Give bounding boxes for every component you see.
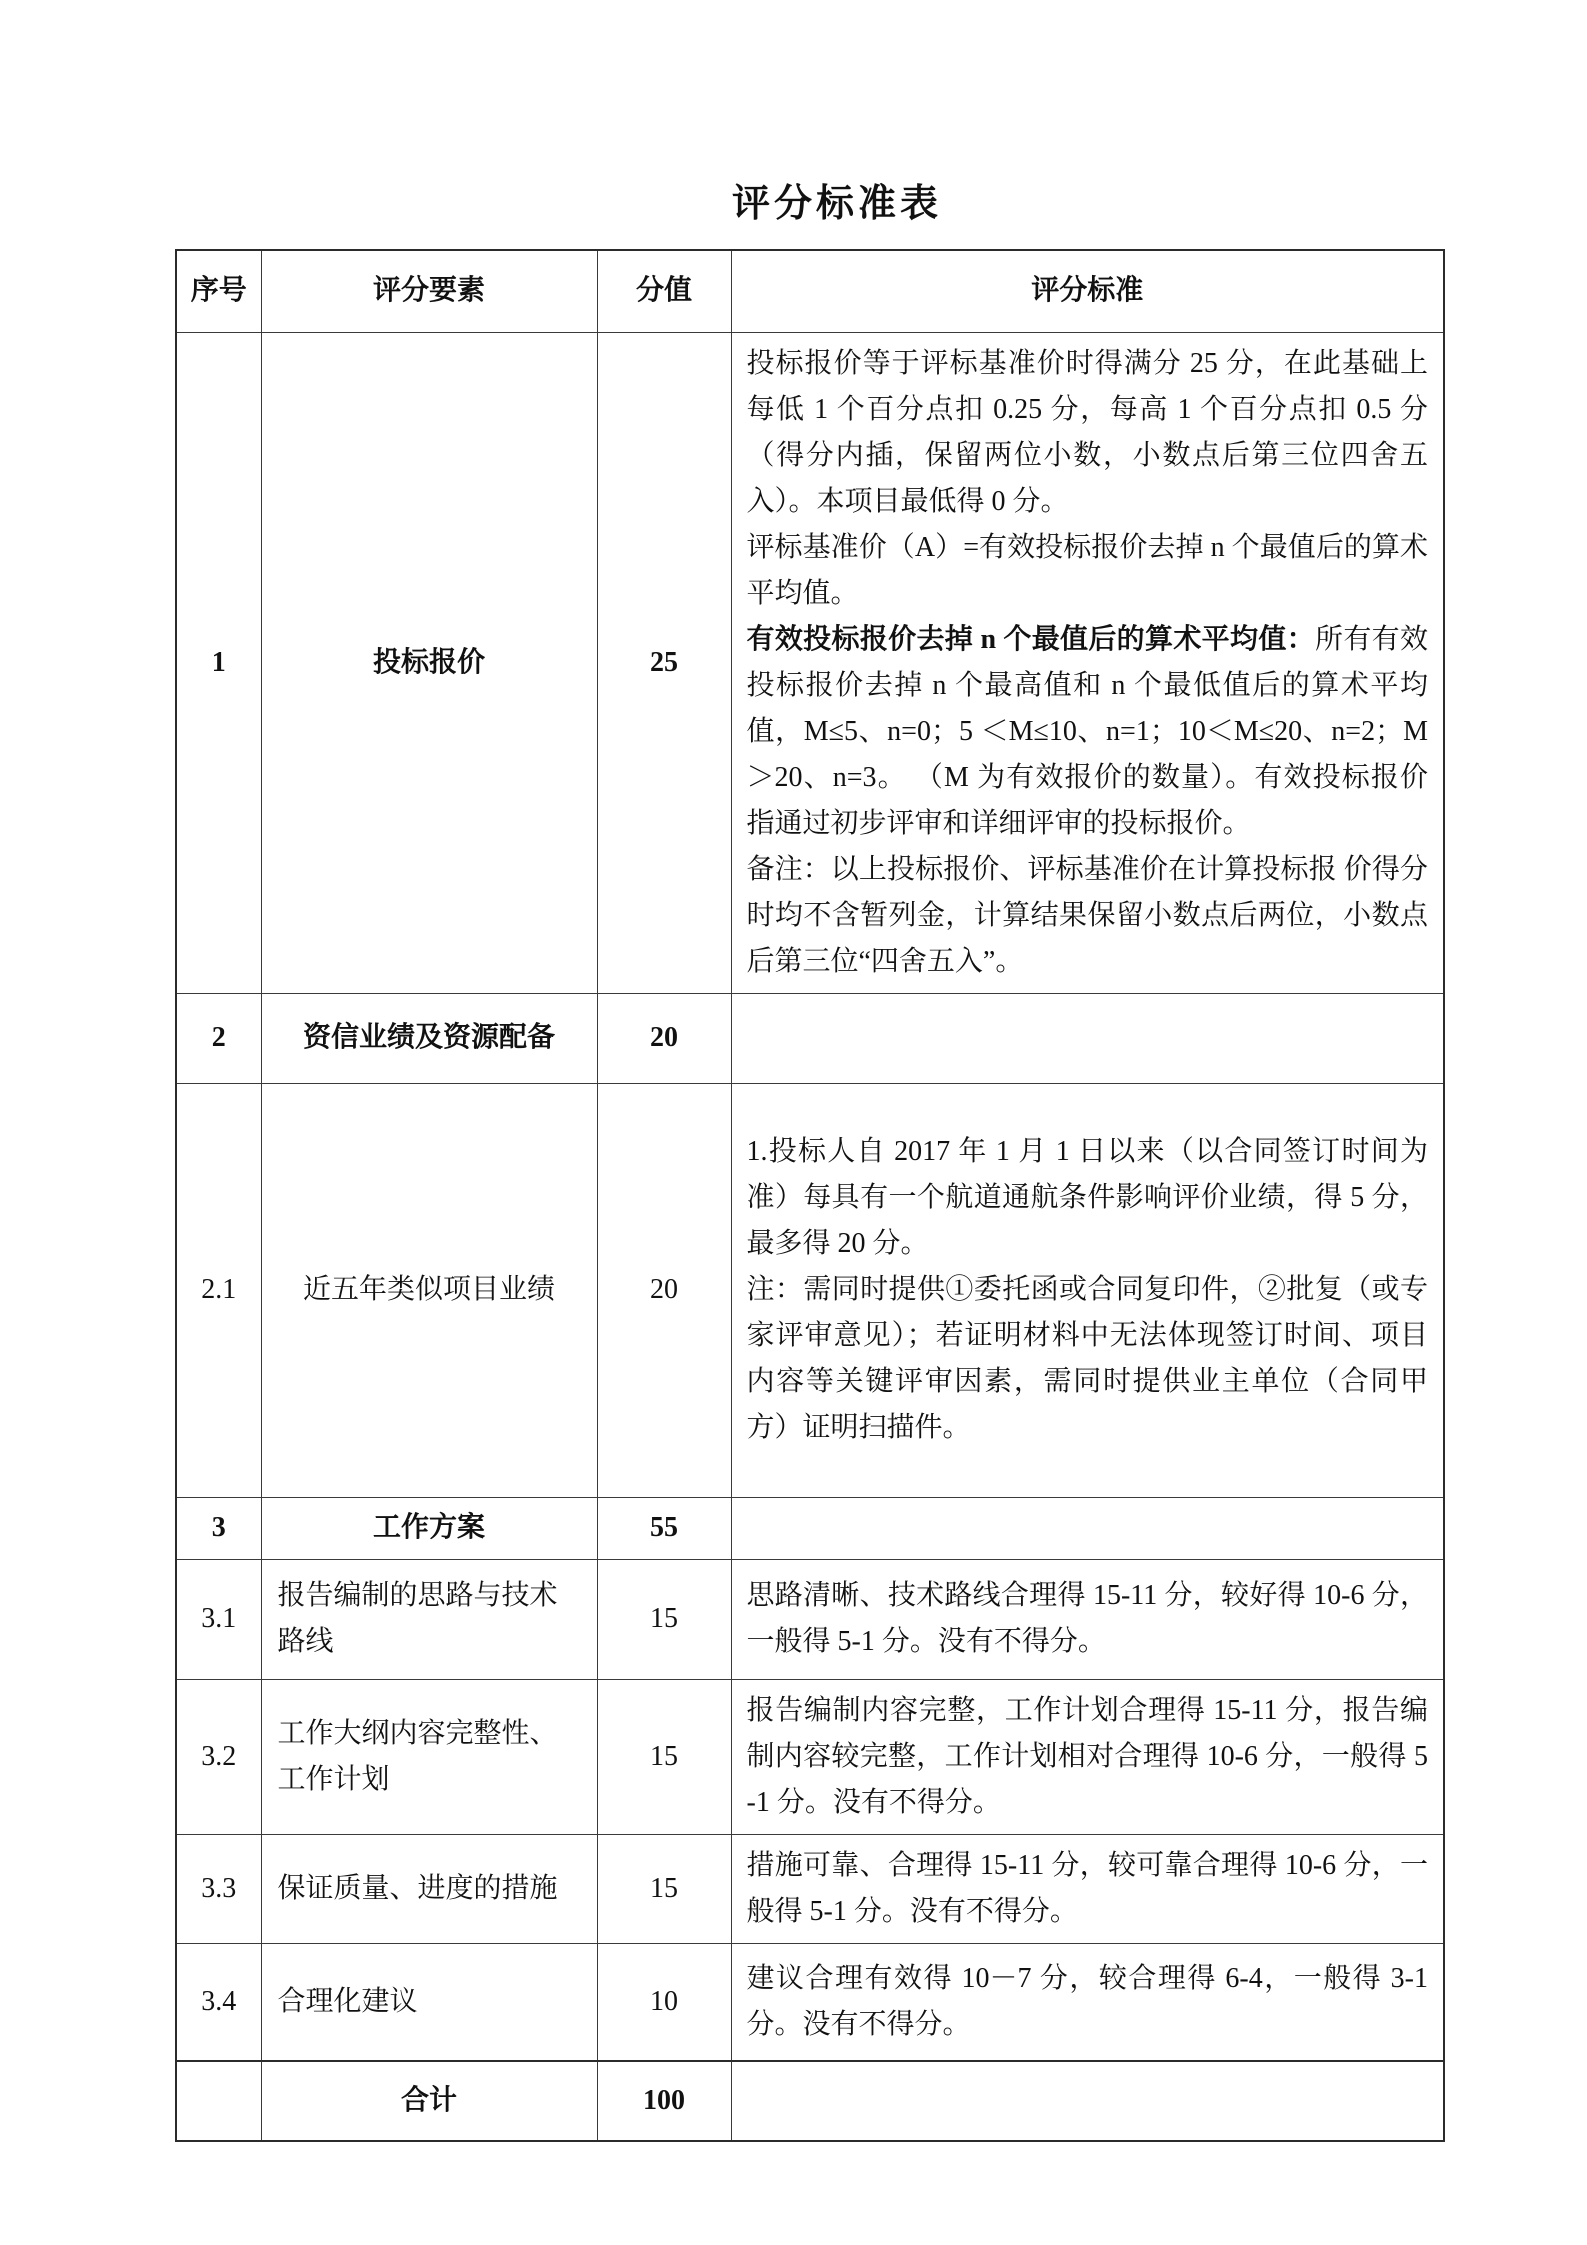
factor-cell: 资信业绩及资源配备 <box>261 993 597 1083</box>
score-cell: 15 <box>597 1834 731 1943</box>
header-factor: 评分要素 <box>261 250 597 332</box>
standard-bold-text: 有效投标报价去掉 n 个最值后的算术平均值： <box>746 623 1315 655</box>
factor-cell: 投标报价 <box>261 332 597 993</box>
standard-paragraph: 思路清晰、技术路线合理得 15-11 分，较好得 10-6 分，一般得 5-1 分。没有不得分。 <box>746 1580 1428 1657</box>
row-no-cell: 3.1 <box>176 1559 261 1679</box>
standard-cell <box>731 1679 1444 1834</box>
score-cell: 10 <box>597 1943 731 2061</box>
score-cell: 20 <box>597 1083 731 1497</box>
standard-cell <box>731 1083 1444 1497</box>
standard-paragraph: 报告编制内容完整，工作计划合理得 15-11 分，报告编制内容较完整，工作计划相对合理得 10-6 分，一般得 5-1 分。没有不得分。 <box>746 1694 1428 1818</box>
table-row <box>176 332 1444 993</box>
table-row <box>176 1943 1444 2061</box>
standard-paragraph: 评标基准价（A）=有效投标报价去掉 n 个最值后的算术平均值。 <box>746 531 1428 609</box>
factor-cell: 报告编制的思路与技术路线 <box>261 1559 597 1679</box>
row-no-cell <box>176 2061 261 2141</box>
standard-paragraph: 备注：以上投标报价、评标基准价在计算投标报 价得分时均不含暂列金，计算结果保留小数点后两位，小数点后第三位“四舍五入”。 <box>746 853 1428 977</box>
score-cell: 20 <box>597 993 731 1083</box>
score-cell: 15 <box>597 1679 731 1834</box>
standard-cell <box>731 332 1444 993</box>
standard-paragraph: 措施可靠、合理得 15-11 分，较可靠合理得 10-6 分，一般得 5-1 分。没有不得分。 <box>746 1849 1428 1927</box>
factor-cell: 工作大纲内容完整性、工作计划 <box>261 1679 597 1834</box>
score-cell: 15 <box>597 1559 731 1679</box>
row-no-cell: 3.3 <box>176 1834 261 1943</box>
standard-cell <box>731 1559 1444 1679</box>
standard-cell <box>731 2061 1444 2141</box>
header-no: 序号 <box>176 250 261 332</box>
score-cell: 55 <box>597 1497 731 1559</box>
table-row <box>176 1497 1444 1559</box>
header-score: 分值 <box>597 250 731 332</box>
standard-cell <box>731 1943 1444 2061</box>
standard-paragraph <box>747 617 1429 847</box>
row-no-cell: 3.2 <box>176 1679 261 1834</box>
table-row <box>176 1834 1444 1943</box>
table-row <box>176 993 1444 1083</box>
scoring-table <box>175 249 1445 2142</box>
row-no-cell: 1 <box>176 332 261 993</box>
standard-paragraph: 投标报价等于评标基准价时得满分 25 分，在此基础上每低 1 个百分点扣 0.25 分，每高 1 个百分点扣 0.5 分（得分内插，保留两位小数，小数点后第三位四舍五入）。本项目最低得 0 分。 <box>746 347 1428 517</box>
standard-paragraph: 建议合理有效得 10－7 分，较合理得 6-4，一般得 3-1 分。没有不得分。 <box>746 1962 1428 2040</box>
header-standard: 评分标准 <box>731 250 1444 332</box>
row-no-cell: 3 <box>176 1497 261 1559</box>
standard-cell <box>731 993 1444 1083</box>
factor-cell: 保证质量、进度的措施 <box>261 1834 597 1943</box>
standard-cell <box>731 1497 1444 1559</box>
table-row <box>176 1559 1444 1679</box>
score-cell: 100 <box>597 2061 731 2141</box>
row-no-cell: 2 <box>176 993 261 1083</box>
factor-cell: 合理化建议 <box>261 1943 597 2061</box>
standard-paragraph: 注：需同时提供①委托函或合同复印件，②批复（或专家评审意见）；若证明材料中无法体现签订时间、项目内容等关键评审因素，需同时提供业主单位（合同甲方）证明扫描件。 <box>746 1274 1428 1443</box>
factor-cell: 近五年类似项目业绩 <box>261 1083 597 1497</box>
table-row <box>176 1083 1444 1497</box>
row-no-cell: 2.1 <box>176 1083 261 1497</box>
table-row <box>176 1679 1444 1834</box>
score-cell: 25 <box>597 332 731 993</box>
factor-cell: 工作方案 <box>261 1497 597 1559</box>
standard-text: 所有有效投标报价去掉 n 个最高值和 n 个最低值后的算术平均值，M≤5、n=0；5 ＜M≤10、n=1；10＜M≤20、n=2；M＞20、n=3。 （M 为有效报价的数量）。有效投标报价指通过初步评审和详细评审的投标报价。 <box>746 623 1428 839</box>
row-no-cell: 3.4 <box>176 1943 261 2061</box>
table-header-row <box>176 250 1444 332</box>
factor-cell: 合计 <box>261 2061 597 2141</box>
page-title: 评分标准表 <box>731 183 942 225</box>
table-row-total <box>176 2061 1444 2141</box>
standard-paragraph: 1.投标人自 2017 年 1 月 1 日以来（以合同签订时间为准）每具有一个航道通航条件影响评价业绩，得 5 分，最多得 20 分。 <box>746 1136 1428 1259</box>
standard-cell <box>731 1834 1444 1943</box>
